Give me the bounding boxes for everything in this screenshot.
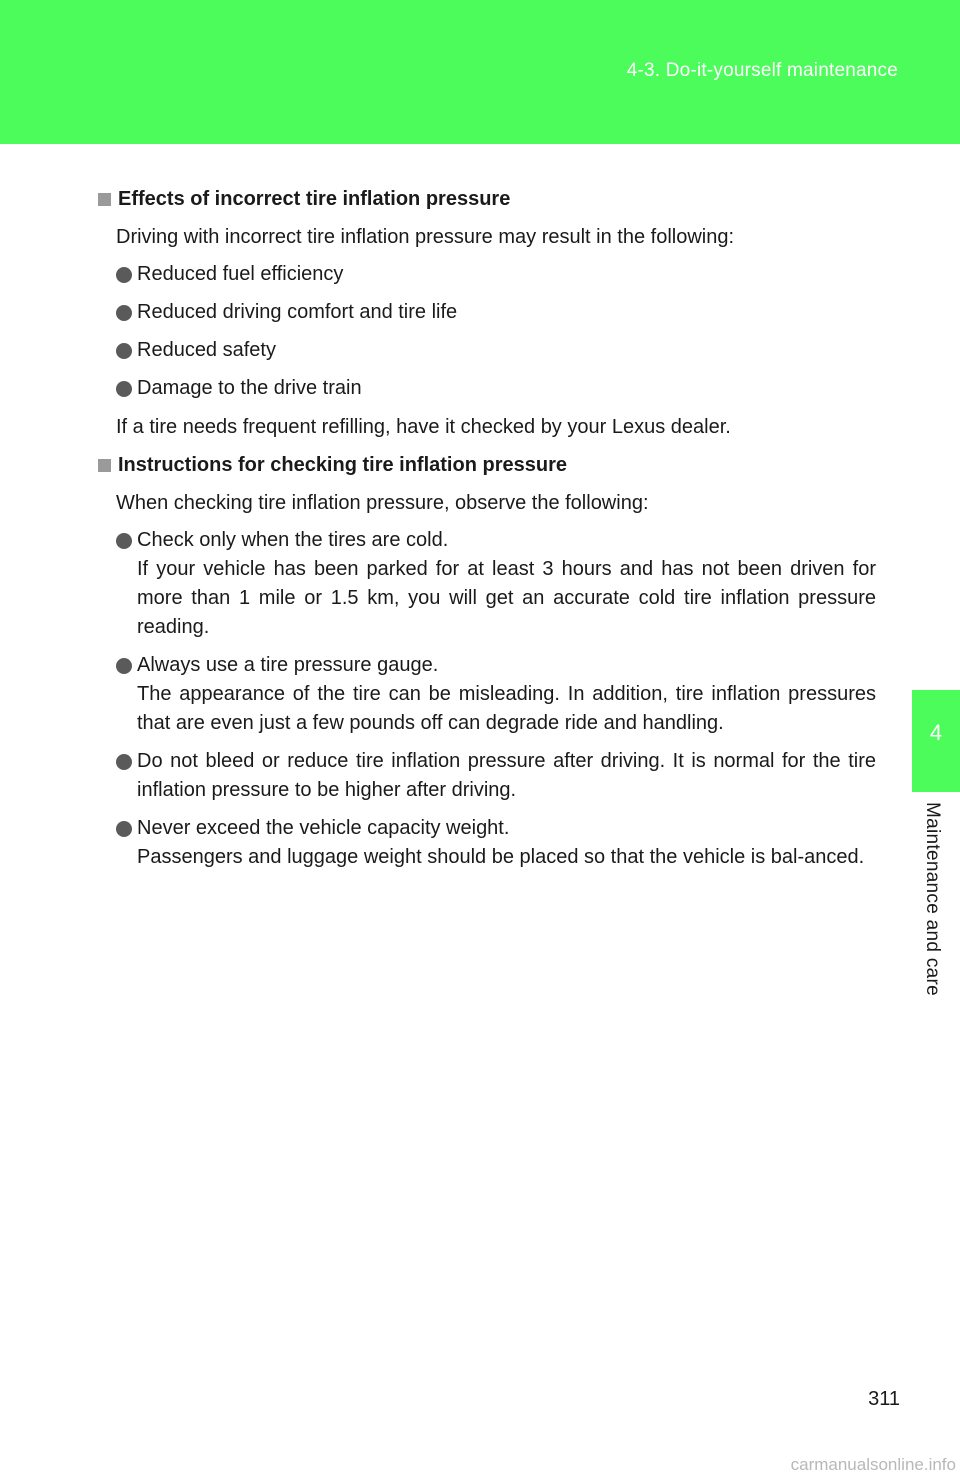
list-item	[116, 814, 876, 872]
page-number: 311	[868, 1388, 900, 1410]
list-item-text: Reduced safety	[137, 339, 276, 361]
section-closing: If a tire needs frequent refilling, have it checked by your Lexus dealer.	[116, 416, 731, 438]
section-heading	[96, 450, 876, 480]
section-intro: Driving with incorrect tire inflation pressure may result in the following:	[116, 226, 735, 248]
list-item	[116, 298, 876, 327]
square-bullet-icon	[98, 193, 111, 206]
section-checking-instructions	[96, 450, 876, 872]
section-heading-text: Instructions for checking tire inflation pressure	[118, 454, 567, 476]
section-incorrect-pressure	[96, 184, 876, 442]
list-item-detail: If your vehicle has been parked for at least 3 hours and has not been driven for more than 1 mile or 1.5 km, you will get an accurate cold tire inflation pressure reading.	[137, 558, 876, 638]
section-intro: When checking tire inflation pressure, observe the following:	[116, 492, 649, 514]
list-item-detail: Passengers and luggage weight should be placed so that the vehicle is bal-anced.	[137, 846, 865, 868]
list-item	[116, 526, 876, 642]
round-bullet-icon	[116, 343, 132, 359]
chapter-number: 4	[929, 720, 943, 745]
list-item-text: Check only when the tires are cold.	[137, 529, 449, 551]
list-item	[116, 747, 876, 805]
list-item-detail: The appearance of the tire can be misleading. In addition, tire inflation pressures that are even just a few pounds off can degrade ride and handling.	[137, 683, 876, 734]
section-heading	[96, 184, 876, 214]
round-bullet-icon	[116, 658, 132, 674]
chapter-tab	[912, 690, 960, 792]
list-item-text: Always use a tire pressure gauge.	[137, 654, 439, 676]
section-heading-text: Effects of incorrect tire inflation pressure	[118, 188, 511, 210]
round-bullet-icon	[116, 267, 132, 283]
list-item	[116, 651, 876, 738]
list-item-text: Never exceed the vehicle capacity weight.	[137, 817, 510, 839]
list-item-text: Reduced fuel efficiency	[137, 263, 344, 285]
list-item-text: Do not bleed or reduce tire inflation pressure after driving. It is normal for the tire inflation pressure to be higher after driving.	[137, 750, 876, 801]
page-content	[96, 184, 876, 881]
list-item-text: Damage to the drive train	[137, 377, 362, 399]
list-item	[116, 374, 876, 403]
round-bullet-icon	[116, 533, 132, 549]
square-bullet-icon	[98, 459, 111, 472]
list-item-text: Reduced driving comfort and tire life	[137, 301, 458, 323]
round-bullet-icon	[116, 754, 132, 770]
chapter-label: Maintenance and care	[922, 802, 943, 997]
watermark: carmanualsonline.info	[790, 1455, 956, 1474]
round-bullet-icon	[116, 305, 132, 321]
page-header	[0, 0, 960, 144]
list-item	[116, 336, 876, 365]
round-bullet-icon	[116, 381, 132, 397]
section-title: 4-3. Do-it-yourself maintenance	[626, 60, 898, 81]
list-item	[116, 260, 876, 289]
round-bullet-icon	[116, 821, 132, 837]
